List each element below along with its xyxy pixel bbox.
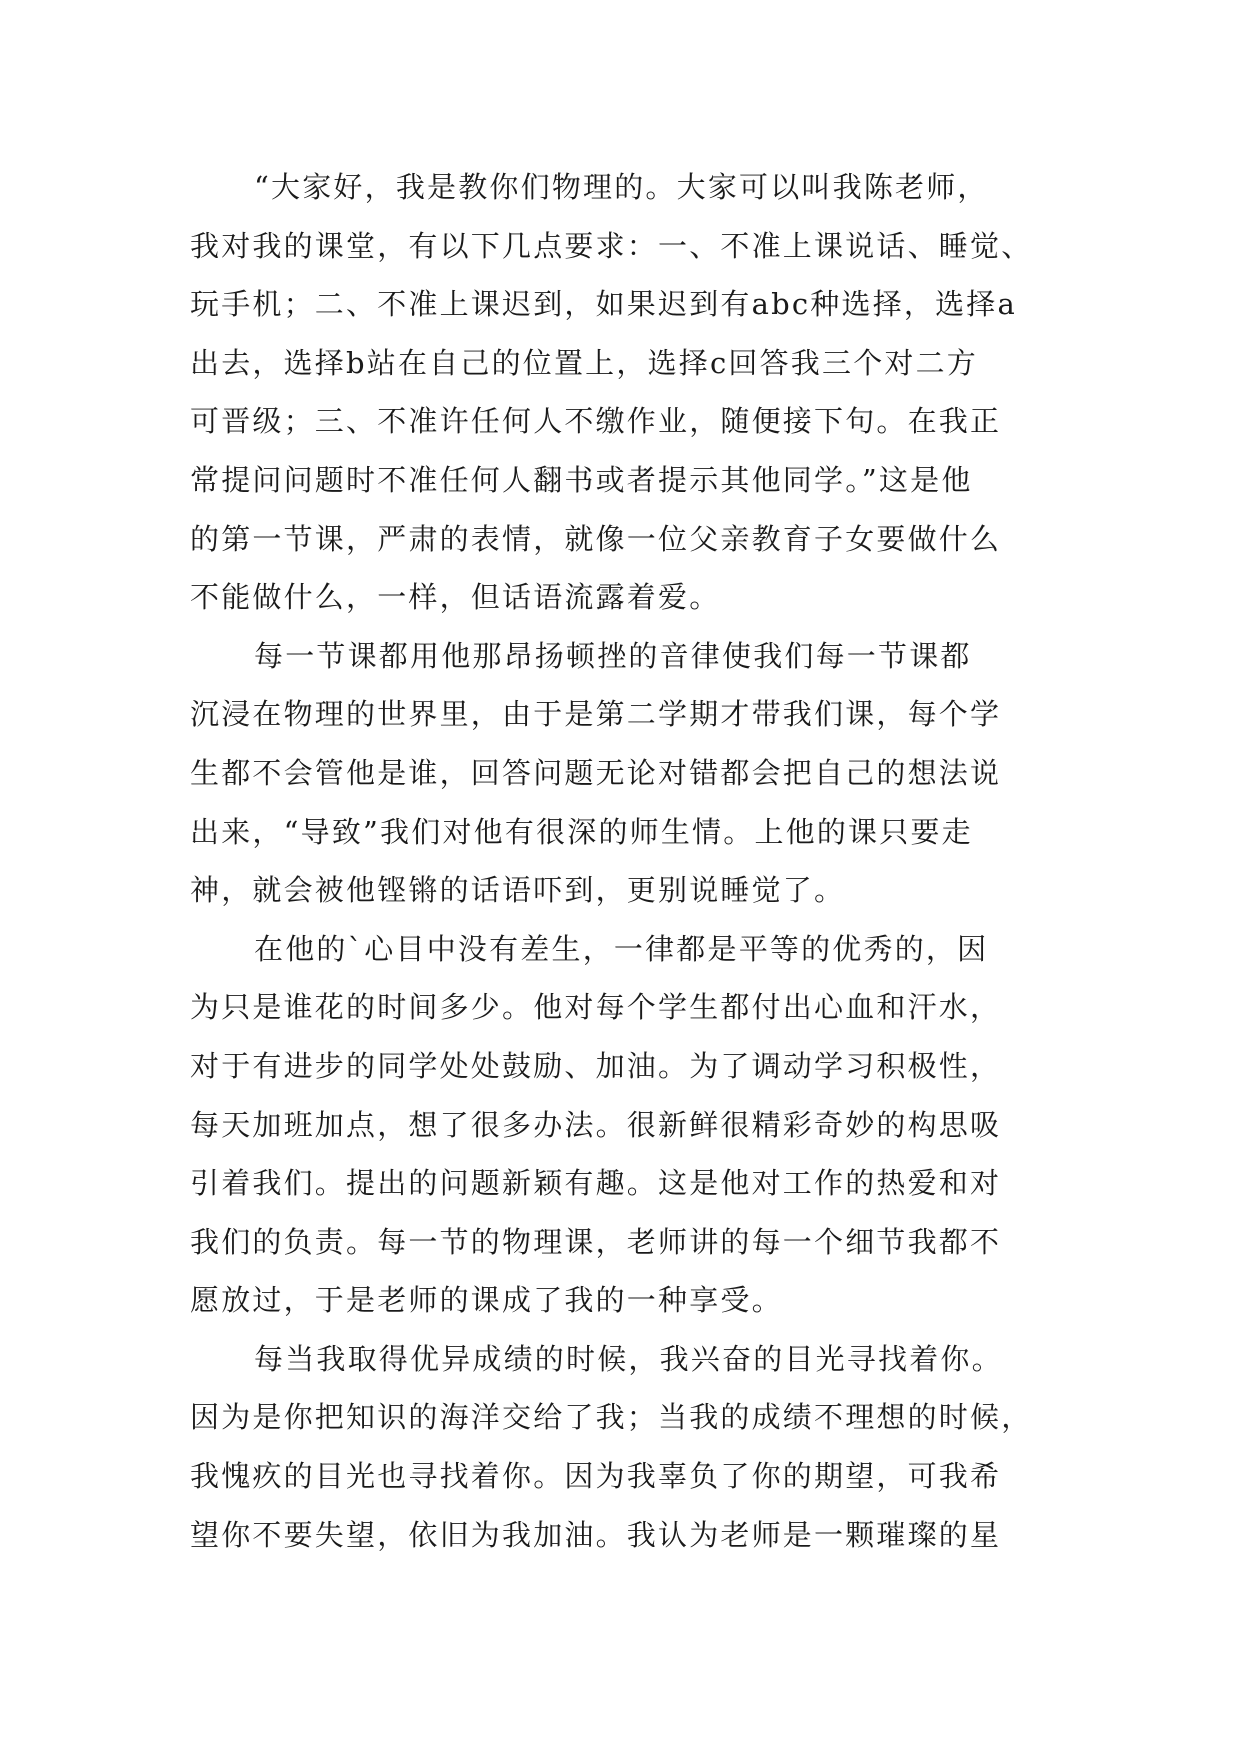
text-line: 常提问问题时不准任何人翻书或者提示其他同学。”这是他 xyxy=(190,462,973,497)
text-line: 我愧疚的目光也寻找着你。因为我辜负了你的期望，可我希 xyxy=(190,1459,1002,1494)
text-line: 神，就会被他铿锵的话语吓到，更别说睡觉了。 xyxy=(190,873,846,908)
text-line: 在他的`心目中没有差生，一律都是平等的优秀的，因 xyxy=(254,931,989,966)
text-line: 生都不会管他是谁，回答问题无论对错都会把自己的想法说 xyxy=(190,755,1002,790)
text-line: 我对我的课堂，有以下几点要求：一、不准上课说话、睡觉、 xyxy=(190,228,1033,263)
text-line: 的第一节课，严肃的表情，就像一位父亲教育子女要做什么 xyxy=(190,521,1002,556)
text-line: 可晋级；三、不准许任何人不缴作业，随便接下句。在我正 xyxy=(190,404,1002,439)
text-line: 不能做什么，一样，但话语流露着爱。 xyxy=(190,580,721,615)
text-line: 望你不要失望，依旧为我加油。我认为老师是一颗璀璨的星 xyxy=(190,1517,1002,1552)
text-line: 玩手机；二、不准上课迟到，如果迟到有abc种选择，选择a xyxy=(190,287,1017,322)
text-line: 引着我们。提出的问题新颖有趣。这是他对工作的热爱和对 xyxy=(190,1166,1002,1201)
text-line: 出去，选择b站在自己的位置上，选择c回答我三个对二方 xyxy=(190,345,979,380)
text-line: “大家好，我是教你们物理的。大家可以叫我陈老师， xyxy=(254,170,989,204)
text-line: 沉浸在物理的世界里，由于是第二学期才带我们课，每个学 xyxy=(190,697,1002,732)
text-line: 对于有进步的同学处处鼓励、加油。为了调动学习积极性， xyxy=(190,1048,1002,1083)
text-line: 我们的负责。每一节的物理课，老师讲的每一个细节我都不 xyxy=(190,1224,1002,1259)
text-line: 愿放过，于是老师的课成了我的一种享受。 xyxy=(190,1283,783,1318)
document-body xyxy=(190,158,1090,1564)
text-line: 每一节课都用他那昂扬顿挫的音律使我们每一节课都 xyxy=(254,638,972,673)
text-line: 为只是谁花的时间多少。他对每个学生都付出心血和汗水， xyxy=(190,990,1002,1025)
text-line: 出来，“导致”我们对他有很深的师生情。上他的课只要走 xyxy=(190,814,973,849)
text-line: 每当我取得优异成绩的时候，我兴奋的目光寻找着你。 xyxy=(254,1341,1003,1376)
text-line: 因为是你把知识的海洋交给了我；当我的成绩不理想的时候， xyxy=(190,1400,1033,1435)
text-line: 每天加班加点，想了很多办法。很新鲜很精彩奇妙的构思吸 xyxy=(190,1107,1002,1142)
